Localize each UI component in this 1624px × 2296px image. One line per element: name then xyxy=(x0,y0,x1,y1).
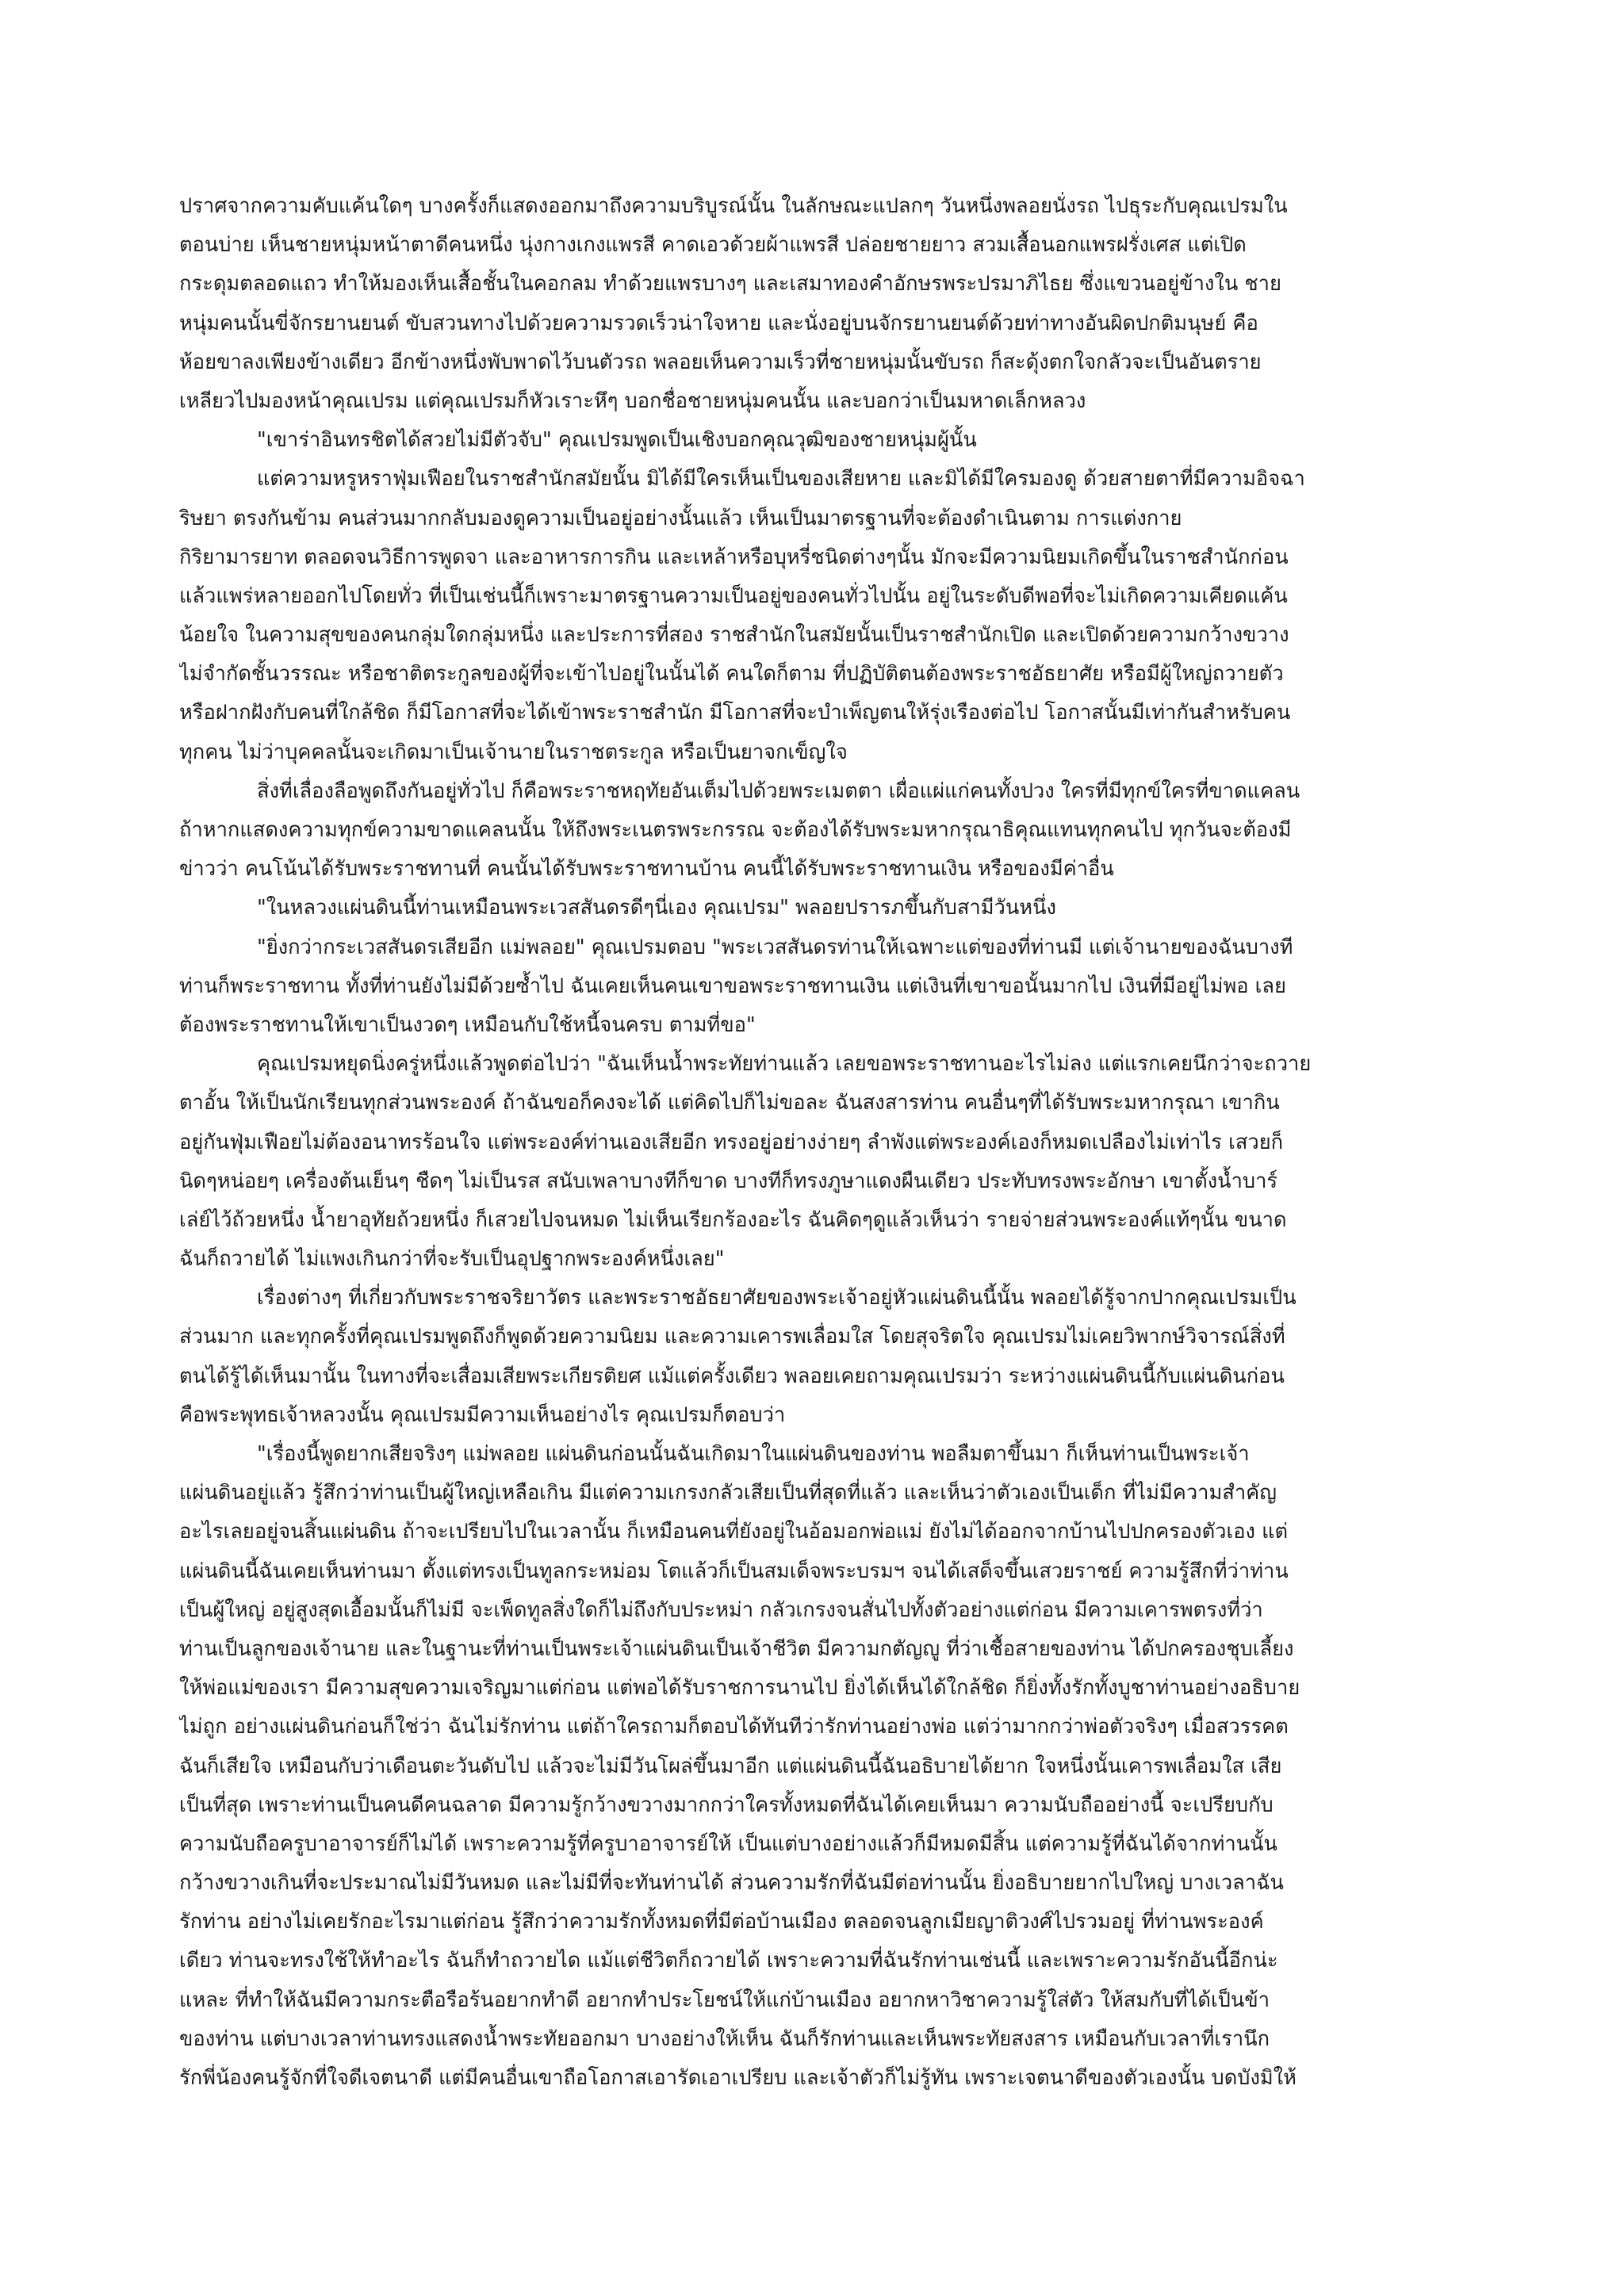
body-text xyxy=(179,187,1459,2098)
text-line: ทุกคน ไม่ว่าบุคคลนั้นจะเกิดมาเป็นเจ้านายในราชตระกูล หรือเป็นยาจกเข็ญใจ xyxy=(179,740,848,764)
text-line: นิดๆหน่อยๆ เครื่องต้นเย็นๆ ชืดๆ ไม่เป็นรส สนับเพลาบางทีก็ขาด บางทีก็ทรงภูษาแดงผืนเดียว ประทับทรงพระอักษา เขาตั้งน้ำบาร์ xyxy=(179,1169,1278,1193)
paragraph-first-line: เรื่องต่างๆ ที่เกี่ยวกับพระราชจริยาวัตร และพระราชอัธยาศัยของพระเจ้าอยู่หัวแผ่นดินนี้นั้น พลอยได้รู้จากปากคุณเปรมเป็น xyxy=(257,1286,1297,1311)
paragraph-first-line: "ยิ่งกว่ากระเวสสันดรเสียอีก แม่พลอย" คุณเปรมตอบ "พระเวสสันดรท่านให้เฉพาะแต่ของที่ท่านมี แต่เจ้านายของฉันบางที xyxy=(257,935,1293,959)
text-line: ของท่าน แต่บางเวลาท่านทรงแสดงน้ำพระทัยออกมา บางอย่างให้เห็น ฉันก็รักท่านและเห็นพระทัยสงสาร เหมือนกับเวลาที่เรานึก xyxy=(179,2026,1270,2051)
text-line: ส่วนมาก และทุกครั้งที่คุณเปรมพูดถึงก็พูดด้วยความนิยม และความเคารพเลื่อมใส โดยสุจริตใจ คุณเปรมไม่เคยวิพากษ์วิจารณ์สิ่งที่ xyxy=(179,1325,1285,1349)
text-line: แผ่นดินอยู่แล้ว รู้สึกว่าท่านเป็นผู้ใหญ่เหลือเกิน มีแต่ความเกรงกลัวเสียเป็นที่สุดที่แล้ว และเห็นว่าตัวเองเป็นเด็ก ที่ไม่มีความสำคัญ xyxy=(179,1481,1277,1506)
text-line: แหละ ที่ทำให้ฉันมีความกระตือรือร้นอยากทำดี อยากทำประโยชน์ให้แก่บ้านเมือง อยากหาวิชาความรู้ใส่ตัว ให้สมกับที่ได้เป็นข้า xyxy=(179,1988,1270,2012)
text-line: ริษยา ตรงกันข้าม คนส่วนมากกลับมองดูความเป็นอยู่อย่างนั้นแล้ว เห็นเป็นมาตรฐานที่จะต้องดำเนินตาม การแต่งกาย xyxy=(179,506,1182,530)
text-line: ให้พ่อแม่ของเรา มีความสุขความเจริญมาแต่ก่อน แต่พอได้รับราชการนานไป ยิ่งได้เห็นได้ใกล้ชิด ก็ยิ่งทั้งรักทั้งบูชาท่านอย่างอธิบาย xyxy=(179,1676,1300,1701)
text-line: กิริยามารยาท ตลอดจนวิธีการพูดจา และอาหารการกิน และเหล้าหรือบุหรี่ชนิดต่างๆนั้น มักจะมีความนิยมเกิดขึ้นในราชสำนักก่อน xyxy=(179,545,1289,569)
text-line: รักพี่น้องคนรู้จักที่ใจดีเจตนาดี แต่มีคนอื่นเขาถือโอกาสเอารัดเอาเปรียบ และเจ้าตัวก็ไม่รู้ทัน เพราะเจตนาดีของตัวเองนั้น บดบังมิให้ xyxy=(179,2066,1297,2090)
paragraph-first-line: "ในหลวงแผ่นดินนี้ท่านเหมือนพระเวสสันดรดีๆนี่เอง คุณเปรม" พลอยปรารภขึ้นกับสามีวันหนึ่ง xyxy=(257,896,1056,920)
paragraph-first-line: สิ่งที่เลื่องลือพูดถึงกันอยู่ทั่วไป ก็คือพระราชหฤทัยอันเต็มไปด้วยพระเมตตา เผื่อแผ่แก่คนทั้งปวง ใครที่มีทุกข์ใครที่ขาดแคลน xyxy=(257,779,1300,803)
text-line: กระดุมตลอดแถว ทำให้มองเห็นเสื้อชั้นในคอกลม ทำด้วยแพรบางๆ และเสมาทองคำอักษรพระปรมาภิไธย ซึ่งแขวนอยู่ข้างใน ชาย xyxy=(179,272,1281,297)
text-line: เป็นผู้ใหญ่ อยู่สูงสุดเอื้อมนั้นก็ไม่มี จะเพ็ดทูลสิ่งใดก็ไม่ถึงกับประหม่า กลัวเกรงจนสั่นไปทั้งตัวอย่างแต่ก่อน มีความเคารพตรงที่ว่า xyxy=(179,1598,1263,1622)
text-line: รักท่าน อย่างไม่เคยรักอะไรมาแต่ก่อน รู้สึกว่าความรักทั้งหมดที่มีต่อบ้านเมือง ตลอดจนลูกเมียญาติวงศ์ไปรวมอยู่ ที่ท่านพระองค์ xyxy=(179,1910,1264,1934)
text-line: ข่าวว่า คนโน้นได้รับพระราชทานที่ คนนั้นได้รับพระราชทานบ้าน คนนี้ได้รับพระราชทานเงิน หรือของมีค่าอื่น xyxy=(179,857,1114,882)
text-line: ห้อยขาลงเพียงข้างเดียว อีกข้างหนึ่งพับพาดไว้บนตัวรถ พลอยเห็นความเร็วที่ชายหนุ่มนั้นขับรถ ก็สะดุ้งตกใจกลัวจะเป็นอันตราย xyxy=(179,350,1262,374)
text-line: หนุ่มคนนั้นขี่จักรยานยนต์ ขับสวนทางไปด้วยความรวดเร็วน่าใจหาย และนั่งอยู่บนจักรยานยนต์ด้วยท่าทางอันผิดปกติมนุษย์ คือ xyxy=(179,311,1258,335)
text-line: หรือฝากฝังกับคนที่ใกล้ชิด ก็มีโอกาสที่จะได้เข้าพระราชสำนัก มีโอกาสที่จะบำเพ็ญตนให้รุ่งเรืองต่อไป โอกาสนั้นมีเท่ากันสำหรับคน xyxy=(179,701,1291,725)
paragraph-first-line: "เขาร่าอินทรชิตได้สวยไม่มีตัวจับ" คุณเปรมพูดเป็นเชิงบอกคุณวุฒิของชายหนุ่มผู้นั้น xyxy=(257,428,977,453)
text-line: ท่านก็พระราชทาน ทั้งที่ท่านยังไม่มีด้วยซ้ำไป ฉันเคยเห็นคนเขาขอพระราชทานเงิน แต่เงินที่เขาขอนั้นมากไป เงินที่มีอยู่ไม่พอ เลย xyxy=(179,974,1286,998)
text-line: ความนับถือครูบาอาจารย์ก็ไม่ได้ เพราะความรู้ที่ครูบาอาจารย์ให้ เป็นแต่บางอย่างแล้วก็มีหมดมีสิ้น แต่ความรู้ที่ฉันได้จากท่านนั้น xyxy=(179,1831,1277,1856)
text-line: ตาอั้น ให้เป็นนักเรียนทุกส่วนพระองค์ ถ้าฉันขอก็คงจะได้ แต่คิดไปก็ไม่ขอละ ฉันสงสารท่าน คนอื่นๆที่ได้รับพระมหากรุณา เขากิน xyxy=(179,1091,1280,1115)
text-line: อะไรเลยอยู่จนสิ้นแผ่นดิน ถ้าจะเปรียบไปในเวลานั้น ก็เหมือนคนที่ยังอยู่ในอ้อมอกพ่อแม่ ยังไม่ได้ออกจากบ้านไปปกครองตัวเอง แต่ xyxy=(179,1520,1289,1544)
text-line: ฉันก็ถวายได้ ไม่แพงเกินกว่าที่จะรับเป็นอุปฐากพระองค์หนึ่งเลย" xyxy=(179,1247,725,1272)
text-line: ฉันก็เสียใจ เหมือนกับว่าเดือนตะวันดับไป แล้วจะไม่มีวันโผล่ขึ้นมาอีก แต่แผ่นดินนี้ฉันอธิบายได้ยาก ใจหนึ่งนั้นเคารพเลื่อมใส เสีย xyxy=(179,1754,1282,1778)
text-line: ตอนบ่าย เห็นชายหนุ่มหน้าตาดีคนหนึ่ง นุ่งกางเกงแพรสี คาดเอวด้วยผ้าแพรสี ปล่อยชายยาว สวมเสื้อนอกแพรฝรั่งเศส แต่เปิด xyxy=(179,233,1247,258)
text-line: ท่านเป็นลูกของเจ้านาย และในฐานะที่ท่านเป็นพระเจ้าแผ่นดินเป็นเจ้าชีวิต มีความกตัญญู ที่ว่าเชื้อสายของท่าน ได้ปกครองชุบเลี้ยง xyxy=(179,1636,1294,1661)
text-line: เหลียวไปมองหน้าคุณเปรม แต่คุณเปรมก็หัวเราะหึๆ บอกชื่อชายหนุ่มคนนั้น และบอกว่าเป็นมหาดเล็กหลวง xyxy=(179,388,1086,413)
text-line: แผ่นดินนี้ฉันเคยเห็นท่านมา ตั้งแต่ทรงเป็นทูลกระหม่อม โตแล้วก็เป็นสมเด็จพระบรมฯ จนได้เสด็จขึ้นเสวยราชย์ ความรู้สึกที่ว่าท่าน xyxy=(179,1559,1289,1583)
text-line: น้อยใจ ในความสุขของคนกลุ่มใดกลุ่มหนึ่ง และประการที่สอง ราชสำนักในสมัยนั้นเป็นราชสำนักเปิด และเปิดด้วยความกว้างขวาง xyxy=(179,623,1289,648)
text-line: ไม่ถูก อย่างแผ่นดินก่อนก็ใช่ว่า ฉันไม่รักท่าน แต่ถ้าใครถามก็ตอบได้ทันทีว่ารักท่านอย่างพ่อ แต่ว่ามากกว่าพ่อตัวจริงๆ เมื่อสวรรคต xyxy=(179,1715,1289,1739)
text-line: ต้องพระราชทานให้เขาเป็นงวดๆ เหมือนกับใช้หนี้จนครบ ตามที่ขอ" xyxy=(179,1012,756,1037)
text-line: ถ้าหากแสดงความทุกข์ความขาดแคลนนั้น ให้ถึงพระเนตรพระกรรณ จะต้องได้รับพระมหากรุณาธิคุณแทนทุกคนไป ทุกวันจะต้องมี xyxy=(179,818,1292,842)
paragraph-first-line: แต่ความหรูหราฟุ่มเฟือยในราชสำนักสมัยนั้น มิได้มีใครเห็นเป็นของเสียหาย และมิได้มีใครมองดู ด้วยสายตาที่มีความอิจฉา xyxy=(257,467,1305,492)
paragraph-first-line: "เรื่องนี้พูดยากเสียจริงๆ แม่พลอย แผ่นดินก่อนนั้นฉันเกิดมาในแผ่นดินของท่าน พอลืมตาขึ้นมา ก็เห็นท่านเป็นพระเจ้า xyxy=(257,1442,1250,1466)
text-line: เดียว ท่านจะทรงใช้ให้ทำอะไร ฉันก็ทำถวายได แม้แต่ชีวิตก็ถวายได้ เพราะความที่ฉันรักท่านเช่นนี้ และเพราะความรักอันนี้อีกน่ะ xyxy=(179,1949,1278,1973)
text-line: คือพระพุทธเจ้าหลวงนั้น คุณเปรมมีความเห็นอย่างไร คุณเปรมก็ตอบว่า xyxy=(179,1402,786,1427)
text-line: ไม่จำกัดชั้นวรรณะ หรือชาติตระกูลของผู้ที่จะเข้าไปอยู่ในนั้นได้ คนใดก็ตาม ที่ปฏิบัติตนต้องพระราชอัธยาศัย หรือมีผู้ใหญ่ถวายตัว xyxy=(179,662,1284,687)
text-line: กว้างขวางเกินที่จะประมาณไม่มีวันหมด และไม่มีที่จะทันท่านได้ ส่วนความรักที่ฉันมีต่อท่านนั้น ยิ่งอธิบายยากไปใหญ่ บางเวลาฉัน xyxy=(179,1871,1284,1896)
text-line: เป็นที่สุด เพราะท่านเป็นคนดีคนฉลาด มีความรู้กว้างขวางมากกว่าใครทั้งหมดที่ฉันได้เคยเห็นมา ความนับถืออย่างนี้ จะเปรียบกับ xyxy=(179,1793,1274,1817)
text-line: อยู่กันฟุ่มเฟือยไม่ต้องอนาทรร้อนใจ แต่พระองค์ท่านเองเสียอีก ทรงอยู่อย่างง่ายๆ ลำพังแต่พระองค์เองก็หมดเปลืองไม่เท่าไร เสวยก็ xyxy=(179,1130,1284,1154)
text-line: แล้วแพร่หลายออกไปโดยทั่ว ที่เป็นเช่นนี้ก็เพราะมาตรฐานความเป็นอยู่ของคนทั่วไปนั้น อยู่ในระดับดีพอที่จะไม่เกิดความเคียดแค้น xyxy=(179,584,1288,608)
text-line: ตนได้รู้ได้เห็นมานั้น ในทางที่จะเสื่อมเสียพระเกียรติยศ แม้แต่ครั้งเดียว พลอยเคยถามคุณเปรมว่า ระหว่างแผ่นดินนี้กับแผ่นดินก่อน xyxy=(179,1364,1285,1388)
paragraph-first-line: คุณเปรมหยุดนิ่งครู่หนึ่งแล้วพูดต่อไปว่า "ฉันเห็นน้ำพระทัยท่านแล้ว เลยขอพระราชทานอะไรไม่ลง แต่แรกเคยนึกว่าจะถวาย xyxy=(257,1052,1312,1077)
text-line: ปราศจากความคับแค้นใดๆ บางครั้งก็แสดงออกมาถึงความบริบูรณ์นั้น ในลักษณะแปลกๆ วันหนึ่งพลอยนั่งรถ ไปธุระกับคุณเปรมใน xyxy=(179,194,1288,218)
text-line: เล่ย์ไว้ถ้วยหนึ่ง น้ำยาอุทัยถ้วยหนึ่ง ก็เสวยไปจนหมด ไม่เห็นเรียกร้องอะไร ฉันคิดๆดูแล้วเห็นว่า รายจ่ายส่วนพระองค์แท้ๆนั้น ขนาด xyxy=(179,1207,1287,1232)
